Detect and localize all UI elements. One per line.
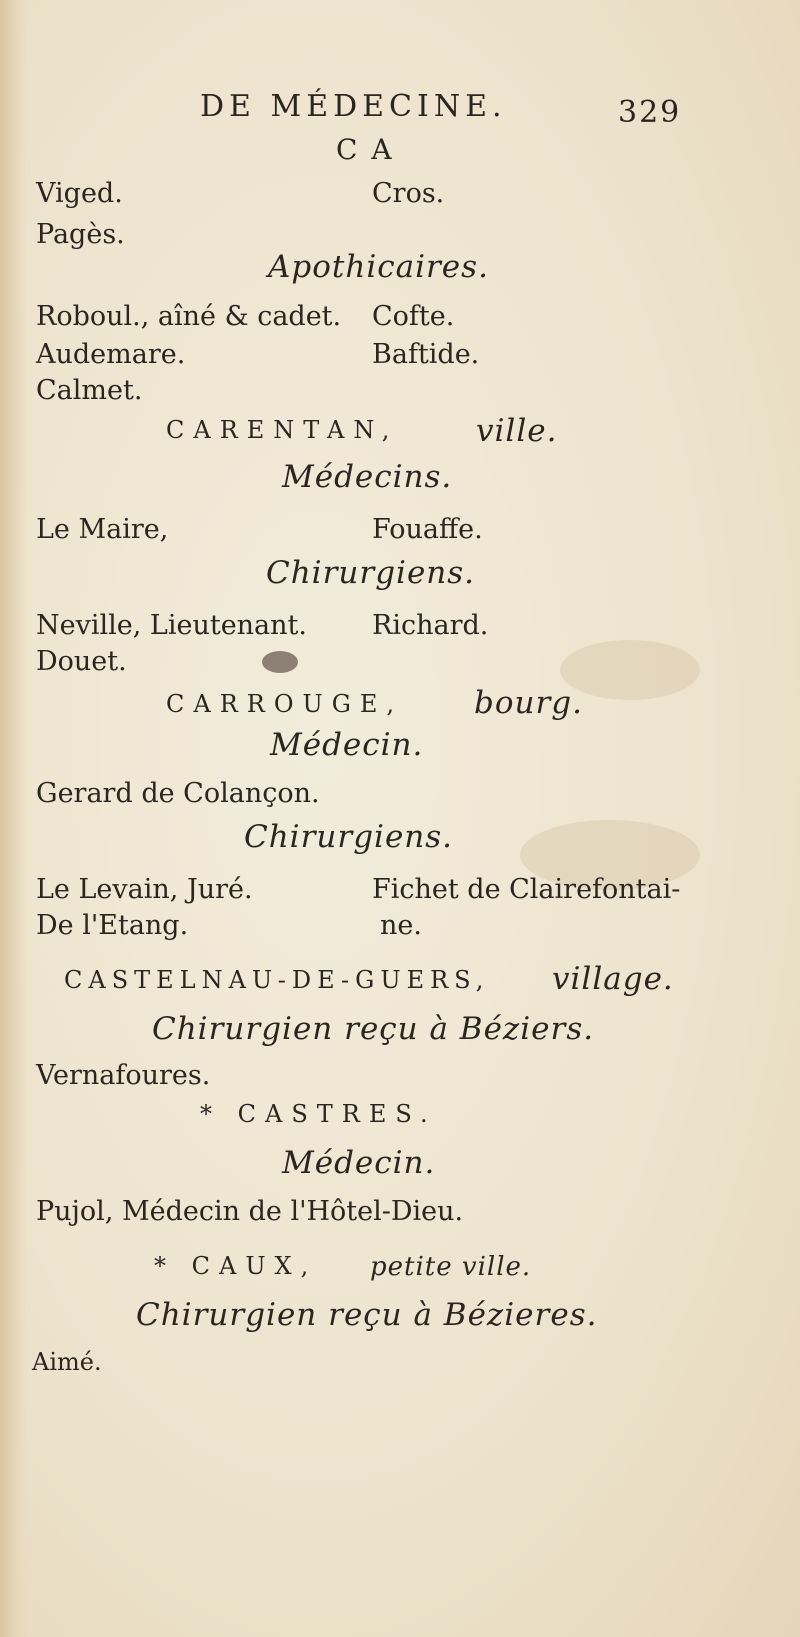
section-letters: CA: [336, 133, 406, 166]
entry-left: Pagès.: [36, 219, 125, 250]
ink-blot: [262, 651, 298, 673]
section-heading: Chirurgien reçu à Béziers.: [152, 1011, 595, 1047]
entry-right: Cros.: [372, 178, 445, 209]
entry-left: Audemare.: [36, 339, 186, 370]
entry-right: Richard.: [372, 610, 489, 641]
place-kind: ville.: [476, 413, 558, 449]
entry-left: Viged.: [36, 178, 123, 209]
entry-right: Fichet de Clairefontai-: [372, 874, 681, 905]
place-name: CARROUGE,: [166, 690, 404, 718]
entry-left: Vernafoures.: [36, 1060, 211, 1091]
place-name: * CAUX,: [154, 1252, 318, 1280]
section-heading: Apothicaires.: [268, 249, 489, 285]
entry-left: Douet.: [36, 646, 127, 677]
page-gutter: [0, 0, 28, 1637]
entry-left: Roboul., aîné & cadet.: [36, 301, 342, 332]
place-kind: bourg.: [474, 685, 583, 721]
place-name: CASTELNAU-DE-GUERS,: [64, 966, 490, 994]
entry-left: Calmet.: [36, 375, 143, 406]
entry-left: Pujol, Médecin de l'Hôtel-Dieu.: [36, 1196, 464, 1227]
place-kind: village.: [552, 961, 674, 997]
entry-left: Le Maire,: [36, 514, 169, 545]
entry-left: Gerard de Colançon.: [36, 778, 320, 809]
entry-left: Le Levain, Juré.: [36, 874, 253, 905]
section-heading: Chirurgiens.: [266, 555, 476, 591]
entry-right: Baftide.: [372, 339, 480, 370]
section-heading: Chirurgiens.: [244, 819, 454, 855]
place-name: * CASTRES.: [200, 1100, 437, 1128]
entry-left: Neville, Lieutenant.: [36, 610, 307, 641]
entry-right: ne.: [380, 910, 422, 941]
page-number: 329: [618, 95, 682, 130]
section-heading: Chirurgien reçu à Bézieres.: [136, 1297, 598, 1333]
entry-right: Cofte.: [372, 301, 455, 332]
section-heading: Médecin.: [270, 727, 424, 763]
place-kind: petite ville.: [370, 1252, 532, 1282]
entry-left: De l'Etang.: [36, 910, 189, 941]
running-title: DE MÉDECINE.: [200, 89, 507, 124]
section-heading: Médecins.: [282, 459, 453, 495]
entry-right: Fouaffe.: [372, 514, 483, 545]
section-heading: Médecin.: [282, 1145, 436, 1181]
entry-left: Aimé.: [32, 1348, 102, 1376]
place-name: CARENTAN,: [166, 416, 399, 444]
